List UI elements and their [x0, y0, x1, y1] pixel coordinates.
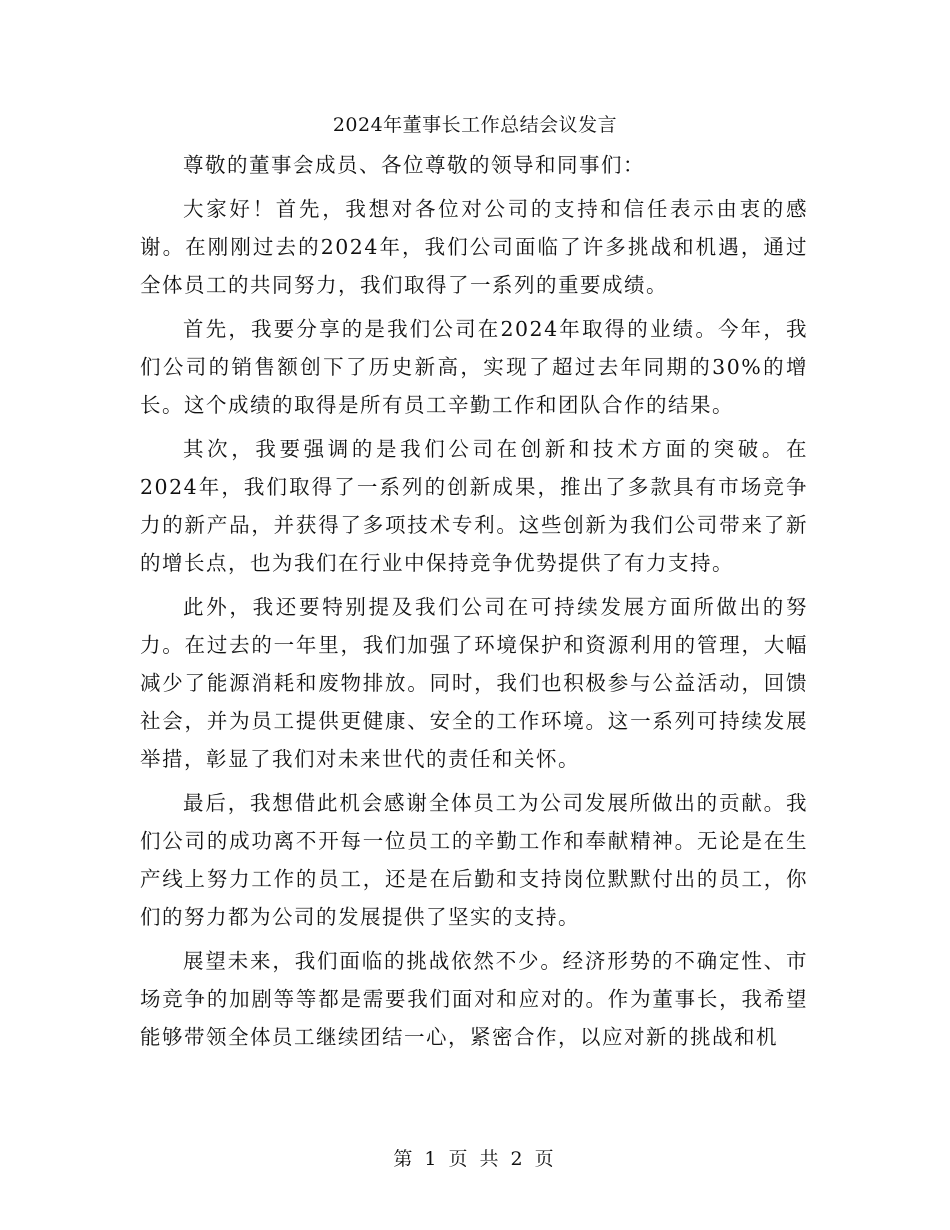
paragraph-gratitude: 最后，我想借此机会感谢全体员工为公司发展所做出的贡献。我们公司的成功离不开每一位员工的辛勤工作和奉献精神。无论是在生产线上努力工作的员工，还是在后勤和支持岗位默默付出的员工，你们的努力都为公司的发展提供了坚实的支持。: [140, 791, 808, 929]
paragraph-performance: 首先，我要分享的是我们公司在2024年取得的业绩。今年，我们公司的销售额创下了历史新高，实现了超过去年同期的30%的增长。这个成绩的取得是所有员工辛勤工作和团队合作的结果。: [140, 317, 808, 417]
salutation-paragraph: 尊敬的董事会成员、各位尊敬的领导和同事们：: [183, 153, 646, 177]
paragraph-outlook: 展望未来，我们面临的挑战依然不少。经济形势的不确定性、市场竞争的加剧等等都是需要我们面对和应对的。作为董事长，我希望能够带领全体员工继续团结一心，紧密合作，以应对新的挑战和机: [140, 949, 808, 1049]
paragraph-innovation: 其次，我要强调的是我们公司在创新和技术方面的突破。在2024年，我们取得了一系列的创新成果，推出了多款具有市场竞争力的新产品，并获得了多项技术专利。这些创新为我们公司带来了新的增长点，也为我们在行业中保持竞争优势提供了有力支持。: [140, 437, 808, 575]
paragraph-sustainability: 此外，我还要特别提及我们公司在可持续发展方面所做出的努力。在过去的一年里，我们加强了环境保护和资源利用的管理，大幅减少了能源消耗和废物排放。同时，我们也积极参与公益活动，回馈社会，并为员工提供更健康、安全的工作环境。这一系列可持续发展举措，彰显了我们对未来世代的责任和关怀。: [140, 595, 808, 771]
document-body: [140, 146, 808, 1056]
page-number-footer: 第 1 页 共 2 页: [393, 1148, 557, 1170]
paragraph-greeting: 大家好！首先，我想对各位对公司的支持和信任表示由衷的感谢。在刚刚过去的2024年，我们公司面临了许多挑战和机遇，通过全体员工的共同努力，我们取得了一系列的重要成绩。: [140, 197, 808, 297]
document-title: 2024年董事长工作总结会议发言: [332, 114, 618, 136]
